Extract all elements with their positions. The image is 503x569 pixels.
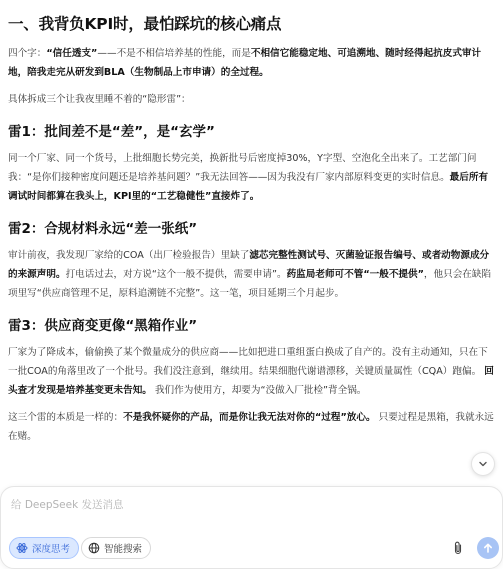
section-3-highlight: 回头查才发现是培养基变更未告知。 [8, 366, 494, 396]
chevron-down-icon [478, 459, 488, 469]
summary-paragraph [8, 408, 497, 446]
intro-line: 具体拆成三个让我夜里睡不着的“隐形雷”： [8, 94, 191, 105]
article-title: 一、我背负KPI时，最怕踩坑的核心痛点 [8, 15, 282, 33]
section-2-highlight-1: 滤芯完整性测试号、灭菌验证报告编号、或者动物源成分的来源声明。 [8, 250, 490, 280]
section-2-text-3: ，他只会在缺陷项里写“供应商管理不足，原料追溯链不完整”。这一笔，项目延期三个月起步。 [8, 269, 492, 299]
web-search-toggle[interactable] [81, 537, 151, 559]
section-1-text: 同一个厂家、同一个货号，上批细胞长势完美，换新批号后密度掉30%，Y字型、空泡化全出来了。工艺部门问我：“是你们接种密度问题还是培养基问题？”我无法回答——因为我没有厂家内部原料变更的实时信息。 [8, 153, 477, 183]
message-input[interactable] [11, 499, 492, 511]
section-3-text-1: 厂家为了降成本，偷偷换了某个微量成分的供应商——比如把进口重组蛋白换成了自产的。没有主动通知，只在下一批COA的角落里改了一个批号。我们没注意到，继续用。结果细胞代谢谱漂移，关键质量属性（CQA）跑偏。 [8, 347, 488, 377]
scroll-to-bottom-button[interactable] [471, 452, 495, 476]
deep-think-toggle[interactable] [9, 537, 79, 559]
section-2-highlight-2: 药监局老师可不管“一般不提供” [286, 269, 424, 280]
intro-paragraph [8, 44, 497, 82]
section-1-paragraph [8, 149, 497, 206]
arrow-up-icon [482, 542, 494, 554]
atom-icon [16, 542, 28, 554]
section-3-paragraph [8, 343, 497, 400]
section-2-paragraph [8, 246, 497, 303]
section-2-heading: 雷2：合规材料永远“差一张纸” [8, 221, 198, 237]
summary-text-2: 只要过程是黑箱，我就永远在赌。 [8, 412, 494, 442]
section-3-heading: 雷3：供应商变更像“黑箱作业” [8, 318, 198, 334]
web-search-label: 智能搜索 [104, 544, 143, 555]
paperclip-icon [452, 541, 464, 555]
send-button[interactable] [477, 537, 499, 559]
section-2-text-2: 打电话过去，对方说“这个一般不提供，需要申请”。 [65, 269, 287, 280]
section-3-text-2: 我们作为使用方，却要为“没做入厂批检”背全锅。 [154, 385, 367, 396]
intro-highlight-1: “信任透支” [46, 48, 98, 59]
intro-highlight-2: 不相信它能稳定地、可追溯地、随时经得起抗皮式审计地，陪我走完从研发到BLA（生物制品上市申请）的全过程。 [8, 48, 482, 78]
section-1-heading: 雷1：批间差不是“差”，是“玄学” [8, 124, 215, 140]
intro-text-2: ——不是不相信培养基的性能，而是 [97, 48, 251, 59]
section-1-highlight: 最后所有调试时间都算在我头上，KPI里的“工艺稳健性”直接炸了。 [8, 172, 489, 202]
attach-file-button[interactable] [450, 540, 466, 556]
message-composer [0, 486, 503, 569]
summary-highlight: 不是我怀疑你的产品，而是你让我无法对你的“过程”放心。 [123, 412, 376, 423]
deep-think-label: 深度思考 [32, 544, 71, 555]
globe-icon [88, 542, 100, 554]
summary-text-1: 这三个雷的本质是一样的： [8, 412, 124, 423]
intro-text-1: 四个字： [8, 48, 47, 59]
section-2-text-1: 审计前夜，我发现厂家给的COA（出厂检验报告）里缺了 [8, 250, 250, 261]
